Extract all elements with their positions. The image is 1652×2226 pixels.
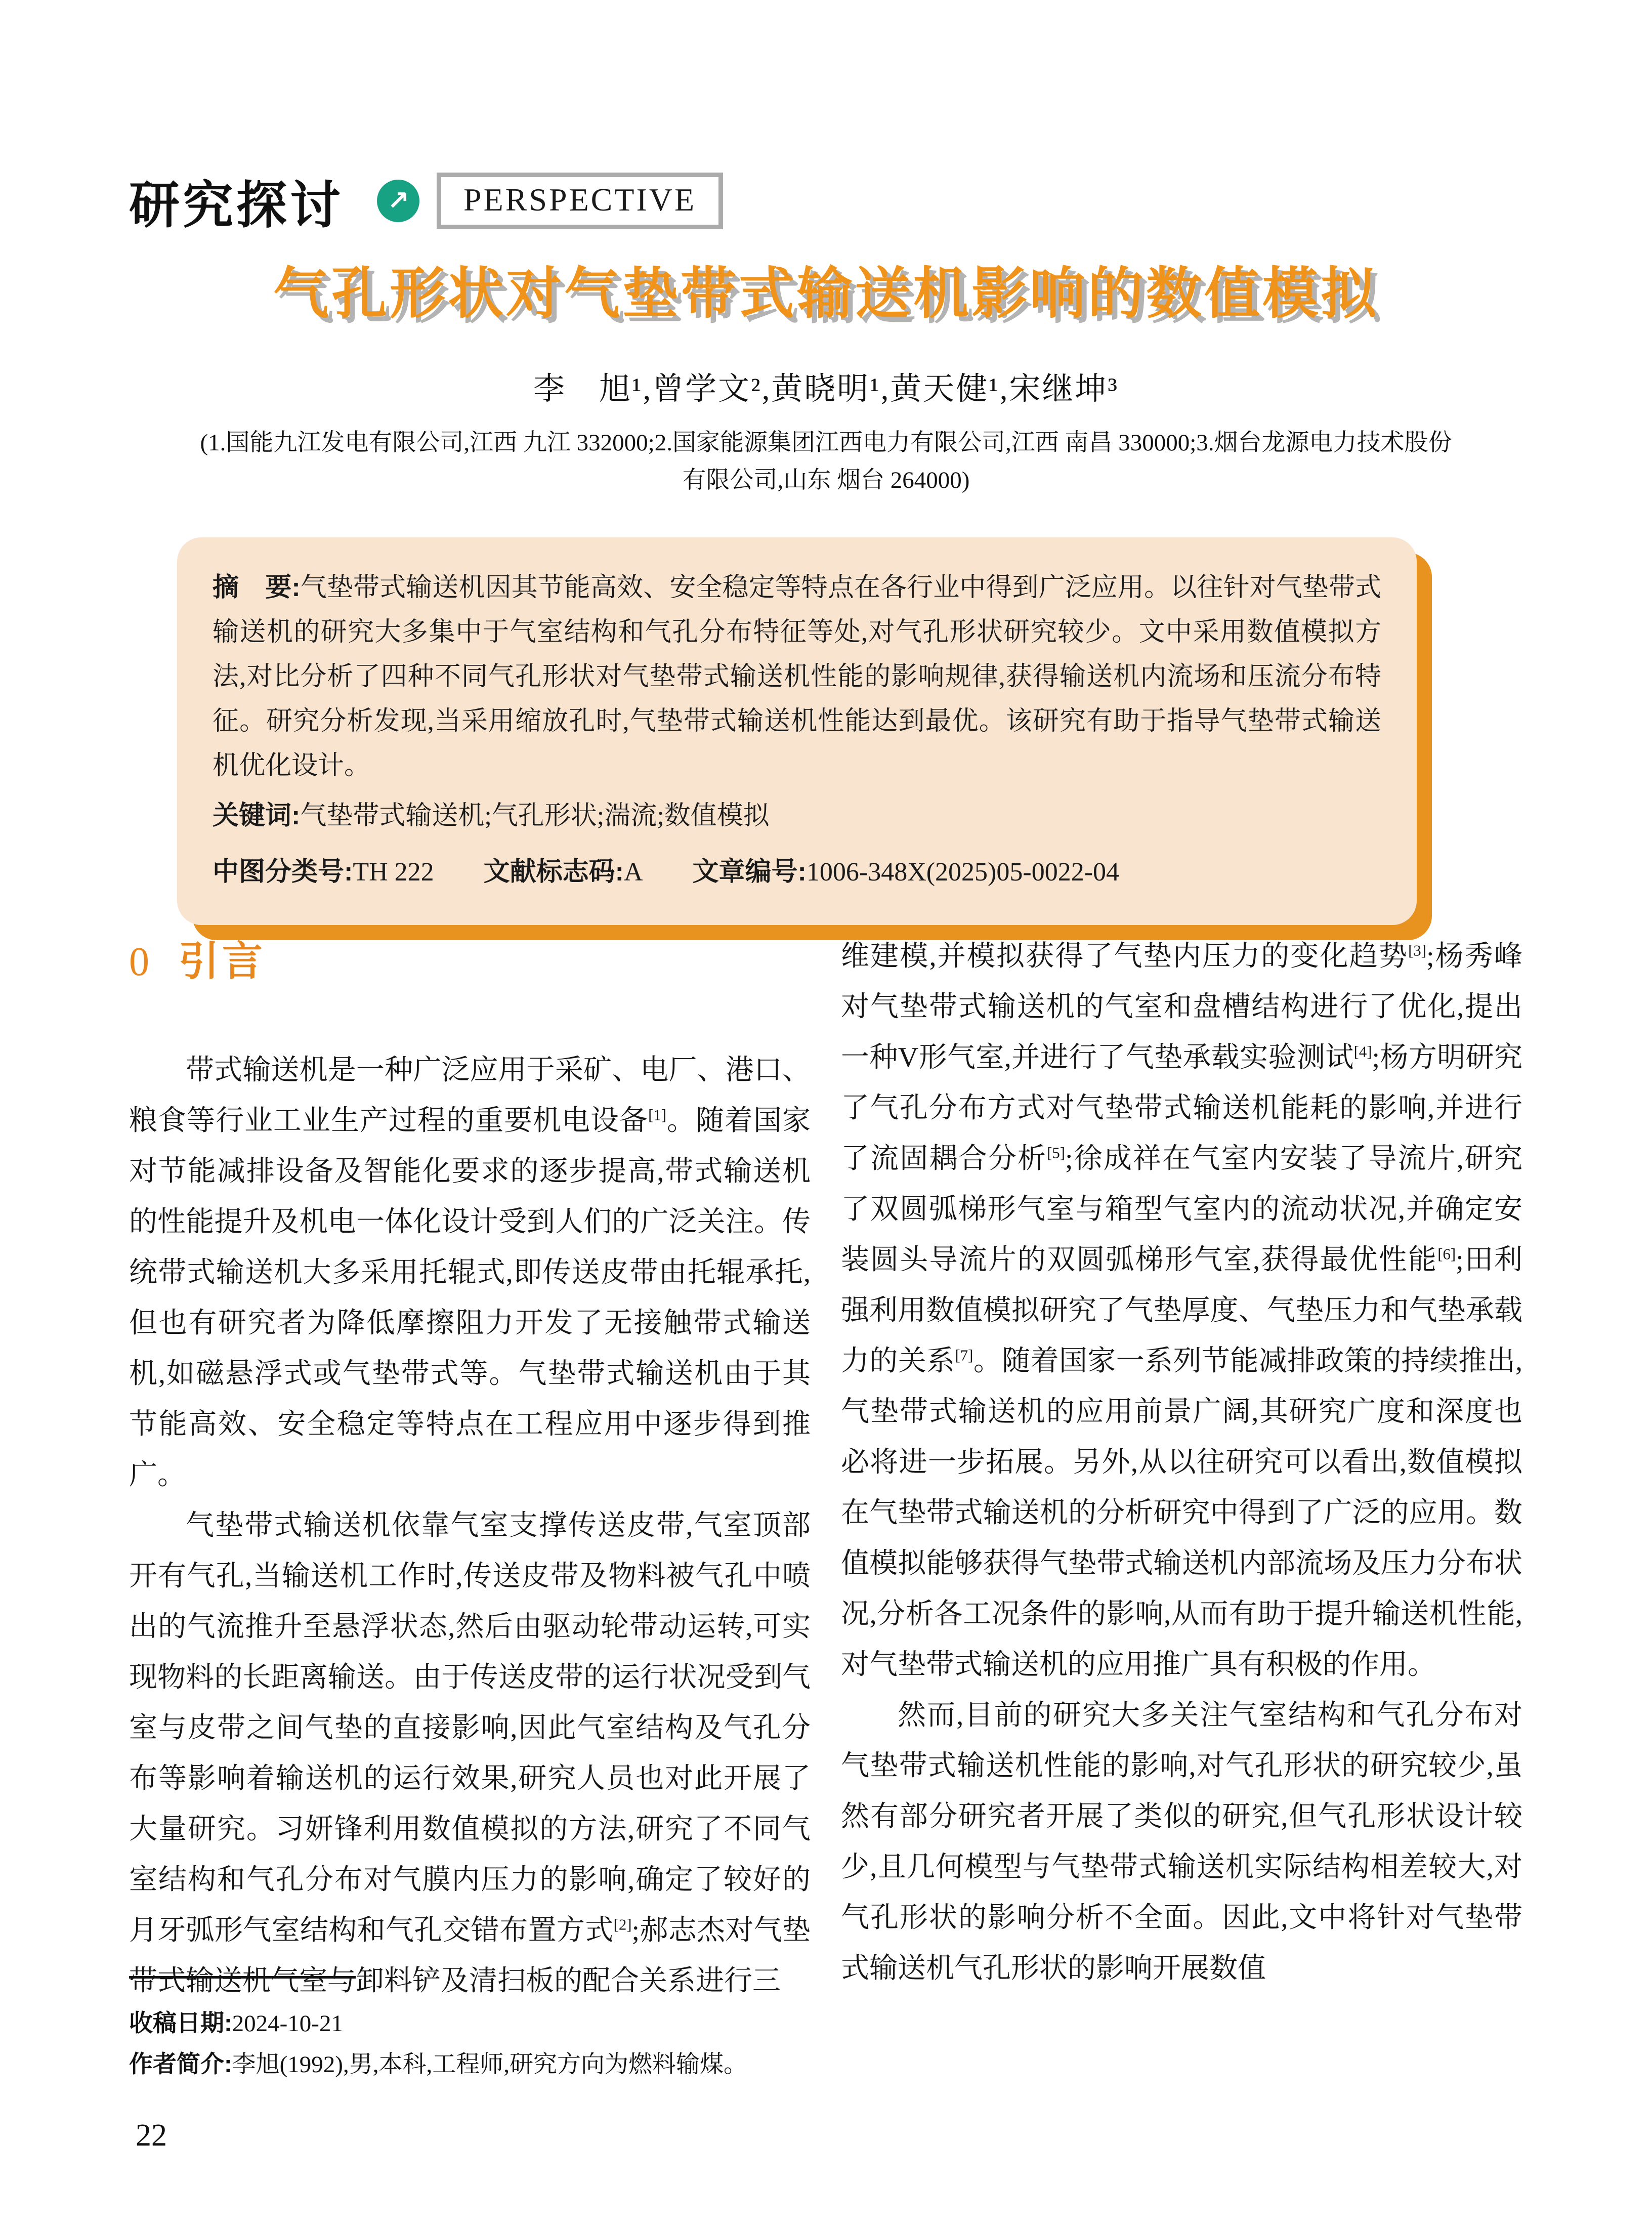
footnote-divider [129,1976,356,1979]
author-bio-label: 作者简介: [129,2050,232,2077]
doc-code-value: A [623,858,643,887]
clc-value: TH 222 [353,858,434,887]
affiliation-line-2: 有限公司,山东 烟台 264000) [682,467,970,493]
section-0-heading [129,929,811,987]
author-bio-value: 李旭(1992),男,本科,工程师,研究方向为燃料输煤。 [232,2051,747,2078]
body-paragraph: 气垫带式输送机依靠气室支撑传送皮带,气室顶部开有气孔,当输送机工作时,传送皮带及物料被气孔中喷出的气流推升至悬浮状态,然后由驱动轮带动运转,可实现物料的长距离输送。由于传送皮带的运行状况受到气室与皮带之间气垫的直接影响,因此气室结构及气孔分布等影响着输送机的运行效果,研究人员也对此开展了大量研究。习妍锋利用数值模拟的方法,研究了不同气室结构和气孔分布对气膜内压力的影响,确定了较好的月牙弧形气室结构和气孔交错布置方式[2];郝志杰对气垫带式输送机气室与卸料铲及清扫板的配合关系进行三 [129,1510,811,1997]
article-id-label: 文章编号: [692,857,807,887]
left-column [129,908,811,2006]
keywords-label: 关键词: [213,801,301,830]
clc-pair [213,858,434,887]
received-date-label: 收稿日期: [129,2009,232,2036]
body-paragraph: 然而,目前的研究大多关注气室结构和气孔分布对气垫带式输送机性能的影响,对气孔形状的研究较少,虽然有部分研究者开展了类似的研究,但气孔形状设计较少,且几何模型与气垫带式输送机实际结构相差较大,对气孔形状的影响分析不全面。因此,文中将针对气垫带式输送机气孔形状的影响开展数值 [841,1700,1522,1984]
keywords-text: 气垫带式输送机;气孔形状;湍流;数值模拟 [300,802,770,830]
article-id-value: 1006-348X(2025)05-0022-04 [806,858,1120,887]
column-section-label: 研究探讨 [129,177,344,234]
received-date-line [129,2003,888,2044]
arrow-up-right-icon: ↗ [387,186,409,216]
affiliation-line-1: (1.国能九江发电有限公司,江西 九江 332000;2.国家能源集团江西电力有限公司,江西 南昌 330000;3.烟台龙源电力技术股份 [200,430,1452,456]
author-bio-line [129,2044,888,2085]
footnote-block [129,1976,888,2085]
classification-line [213,850,1381,895]
arrow-badge [377,180,419,222]
doc-code-label: 文献标志码: [483,857,624,887]
page-number: 22 [136,2118,167,2153]
received-date-value: 2024-10-21 [232,2010,343,2037]
section-title: 引言 [179,939,266,984]
body-columns [129,908,1523,2006]
right-column [841,908,1522,2006]
body-paragraph: 带式输送机是一种广泛应用于采矿、电厂、港口、粮食等行业工业生产过程的重要机电设备[1]。随着国家对节能减排设备及智能化要求的逐步提高,带式输送机的性能提升及机电一体化设计受到人们的广泛关注。传统带式输送机大多采用托辊式,即传送皮带由托辊承托,但也有研究者为降低摩擦阻力开发了无接触带式输送机,如磁悬浮式或气垫带式等。气垫带式输送机由于其节能高效、安全稳定等特点在工程应用中逐步得到推广。 [129,1055,811,1491]
author-list: 李 旭¹,曾学文²,黄晓明¹,黄天健¹,宋继坤³ [533,372,1119,406]
doc-code-pair [484,858,643,887]
abstract-label: 摘 要: [213,573,301,602]
abstract-paragraph [213,565,1381,788]
section-number: 0 [129,940,149,984]
abstract-text: 气垫带式输送机因其节能高效、安全稳定等特点在各行业中得到广泛应用。以往针对气垫带式输送机的研究大多集中于气室结构和气孔分布特征等处,对气孔形状研究较少。文中采用数值模拟方法,对比分析了四种不同气孔形状对气垫带式输送机性能的影响规律,获得输送机内流场和压流分布特征。研究分析发现,当采用缩放孔时,气垫带式输送机性能达到最优。该研究有助于指导气垫带式输送机优化设计。 [213,573,1381,780]
article-id-pair [693,858,1119,887]
clc-label: 中图分类号: [213,857,353,887]
section-name-en: PERSPECTIVE [437,173,723,229]
keywords-line [213,793,1381,838]
page-header [129,164,723,237]
article-title: 气孔形状对气垫带式输送机影响的数值模拟 [273,263,1379,325]
abstract-box [177,537,1417,925]
body-paragraph: 维建模,并模拟获得了气垫内压力的变化趋势[3];杨秀峰对气垫带式输送机的气室和盘槽结构进行了优化,提出一种V形气室,并进行了气垫承载实验测试[4];杨方明研究了气孔分布方式对气垫带式输送机能耗的影响,并进行了流固耦合分析[5];徐成祥在气室内安装了导流片,研究了双圆弧梯形气室与箱型气室内的流动状况,并确定安装圆头导流片的双圆弧梯形气室,获得最优性能[6];田利强利用数值模拟研究了气垫厚度、气垫压力和气垫承载力的关系[7]。随着国家一系列节能减排政策的持续推出,气垫带式输送机的应用前景广阔,其研究广度和深度也必将进一步拓展。另外,从以往研究可以看出,数值模拟在气垫带式输送机的分析研究中得到了广泛的应用。数值模拟能够获得气垫带式输送机内部流场及压力分布状况,分析各工况条件的影响,从而有助于提升输送机性能,对气垫带式输送机的应用推广具有积极的作用。 [841,941,1523,1681]
